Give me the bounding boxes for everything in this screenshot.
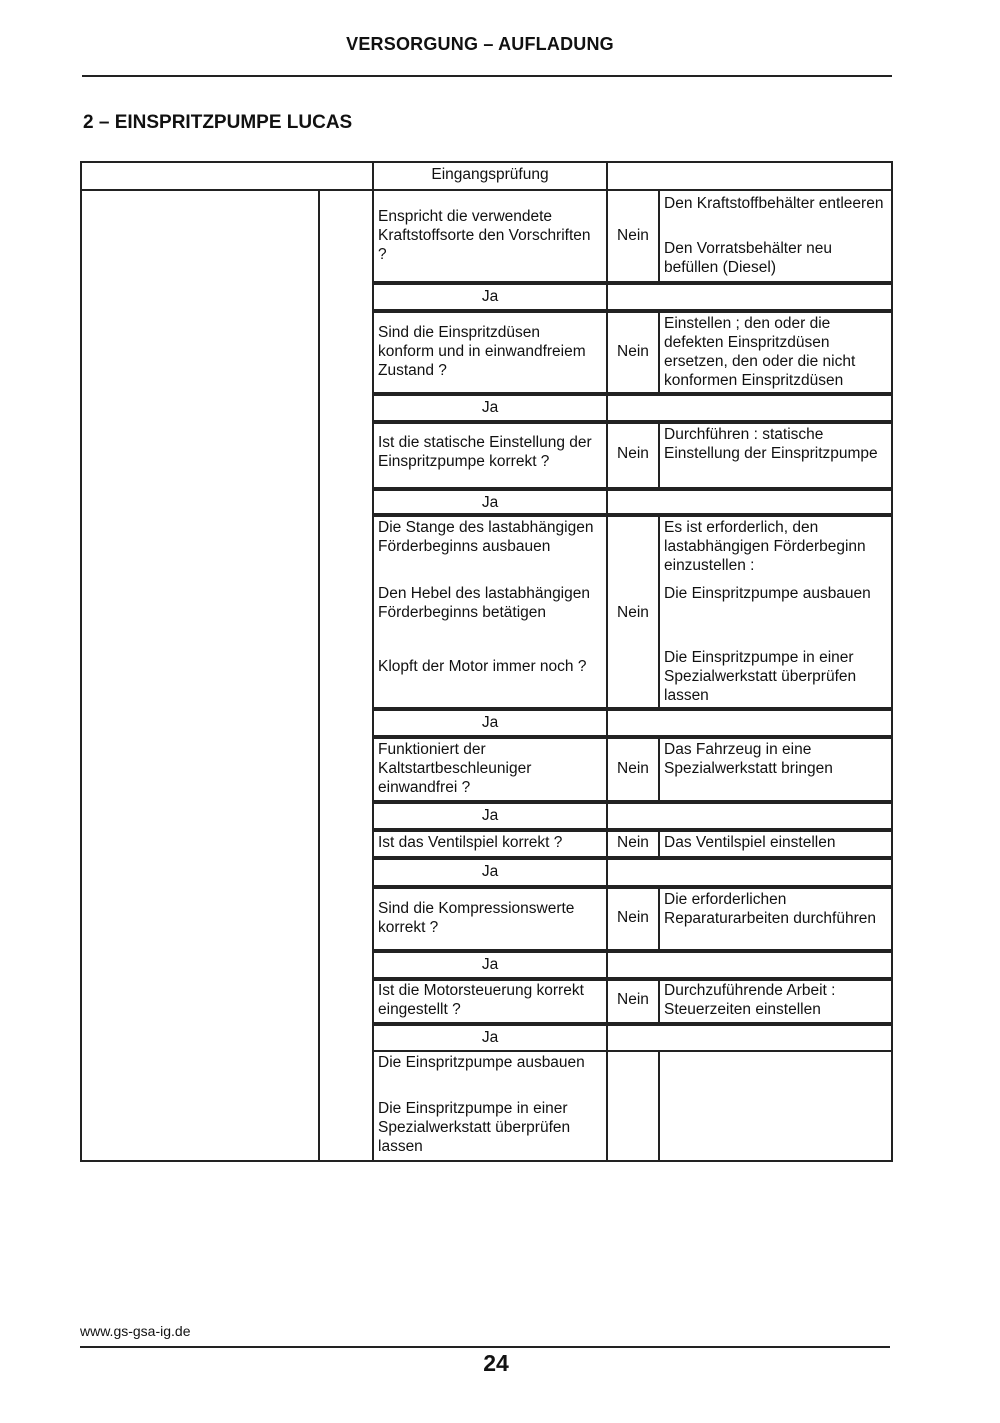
header-title: VERSORGUNG – AUFLADUNG xyxy=(346,34,614,54)
action-text-4-3: Die Einspritzpumpe in einer Spezialwerkstatt überprüfen lassen xyxy=(664,649,857,704)
question-text-4-2: Den Hebel des lastabhängigen Förderbeginns betätigen xyxy=(378,585,590,621)
no-label-4: Nein xyxy=(617,604,649,621)
question-text-3-1: Ist die statische Einstellung der Einspritzpumpe korrekt ? xyxy=(378,434,592,470)
final-no-box xyxy=(606,1050,660,1162)
yes-label-3: Ja xyxy=(481,494,499,511)
question-text-6-1: Ist das Ventilspiel korrekt ? xyxy=(378,834,563,851)
action-text-8-1: Durchzuführende Arbeit : Steuerzeiten einstellen xyxy=(664,982,836,1018)
yes-right-box-1 xyxy=(606,283,893,311)
left-column-a xyxy=(80,189,320,1162)
question-text-5-1: Funktioniert der Kaltstartbeschleuniger einwandfrei ? xyxy=(378,741,532,796)
header-rule xyxy=(82,75,892,77)
yes-label-8: Ja xyxy=(481,1029,499,1046)
yes-label-5: Ja xyxy=(481,807,499,824)
no-label-1: Nein xyxy=(617,227,649,244)
page-number: 24 xyxy=(483,1350,509,1376)
yes-right-box-3 xyxy=(606,489,893,515)
no-label-8: Nein xyxy=(617,991,649,1008)
yes-label-7: Ja xyxy=(481,956,499,973)
action-text-1-2: Den Vorratsbehälter neu befüllen (Diesel) xyxy=(664,240,833,276)
action-text-5-1: Das Fahrzeug in eine Spezialwerkstatt bringen xyxy=(664,741,833,777)
action-text-4-2: Die Einspritzpumpe ausbauen xyxy=(664,585,871,602)
no-label-2: Nein xyxy=(617,343,649,360)
start-label: Eingangsprüfung xyxy=(431,166,549,183)
left-column-b xyxy=(318,189,374,1162)
yes-label-2: Ja xyxy=(481,399,499,416)
question-text-4-3: Klopft der Motor immer noch ? xyxy=(378,658,587,675)
section-title: 2 – EINSPRITZPUMPE LUCAS xyxy=(83,112,353,133)
final-text-1: Die Einspritzpumpe ausbauen xyxy=(378,1054,585,1071)
question-text-4-1: Die Stange des lastabhängigen Förderbeginns ausbauen xyxy=(378,519,594,555)
footer-rule xyxy=(80,1346,890,1348)
final-text-2: Die Einspritzpumpe in einer Spezialwerkstatt überprüfen lassen xyxy=(378,1100,571,1155)
yes-label-1: Ja xyxy=(481,288,499,305)
yes-right-box-2 xyxy=(606,394,893,422)
no-label-7: Nein xyxy=(617,909,649,926)
question-text-7-1: Sind die Kompressionswerte korrekt ? xyxy=(378,900,575,936)
action-text-1-1: Den Kraftstoffbehälter entleeren xyxy=(664,195,884,212)
yes-right-box-5 xyxy=(606,802,893,830)
action-text-7-1: Die erforderlichen Reparaturarbeiten durchführen xyxy=(664,891,876,927)
question-text-1-1: Enspricht die verwendete Kraftstoffsorte den Vorschriften ? xyxy=(378,208,591,263)
no-label-3: Nein xyxy=(617,445,649,462)
start-right-box xyxy=(606,161,893,191)
action-text-2-1: Einstellen ; den oder die defekten Einspritzdüsen ersetzen, den oder die nicht konformen Einspritzdüsen xyxy=(664,315,856,389)
final-action-box xyxy=(658,1050,893,1162)
action-text-4-1: Es ist erforderlich, den lastabhängigen Förderbeginn einzustellen : xyxy=(664,519,866,574)
question-text-8-1: Ist die Motorsteuerung korrekt eingestellt ? xyxy=(378,982,584,1018)
question-text-2-1: Sind die Einspritzdüsen konform und in einwandfreiem Zustand ? xyxy=(378,324,586,379)
yes-right-box-8 xyxy=(606,1024,893,1052)
action-text-3-1: Durchführen : statische Einstellung der Einspritzpumpe xyxy=(664,426,878,462)
action-text-6-1: Das Ventilspiel einstellen xyxy=(664,834,836,851)
no-label-5: Nein xyxy=(617,760,649,777)
footer-url: www.gs-gsa-ig.de xyxy=(80,1323,191,1339)
yes-right-box-4 xyxy=(606,709,893,737)
header-left-cell xyxy=(80,161,374,191)
yes-label-4: Ja xyxy=(481,714,499,731)
yes-label-6: Ja xyxy=(481,863,499,880)
yes-right-box-7 xyxy=(606,951,893,979)
yes-right-box-6 xyxy=(606,858,893,887)
no-label-6: Nein xyxy=(617,834,649,851)
